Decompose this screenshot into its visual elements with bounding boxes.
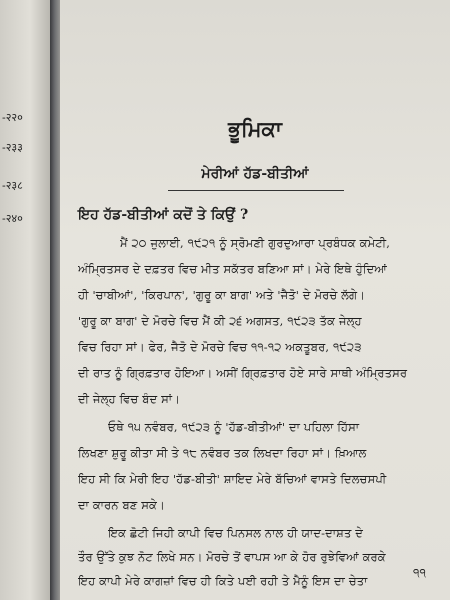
toc-page-number: -२४० — [2, 212, 23, 225]
body-line: ਅੰਮ੍ਰਿਤਸਰ ਦੇ ਦਫ਼ਤਰ ਵਿਚ ਮੀਤ ਸਕੱਤਰ ਬਣਿਆ ਸਾਂ। ਮੇਰੇ ਇਥੇ ਹੁੰਦਿਆਂ — [78, 262, 387, 276]
body-line: ਤੌਰ ਉੱਤੇ ਕੁਝ ਨੋਟ ਲਿਖੇ ਸਨ। ਮੋਰਚੇ ਤੋਂ ਵਾਪਸ ਆ ਕੇ ਹੋਰ ਰੁਝੇਵਿਆਂ ਕਰਕੇ — [78, 550, 386, 564]
body-line: ਮੈਂ ੨੦ ਜੁਲਾਈ, ੧੯੨੧ ਨੂੰ ਸ੍ਰੋਮਣੀ ਗੁਰਦੁਆਰਾ ਪ੍ਰਬੰਧਕ ਕਮੇਟੀ, — [120, 236, 391, 250]
page-title: ਭੂਮਿਕਾ — [228, 116, 282, 141]
body-line: ਓਥੇ ੧੫ ਨਵੰਬਰ, ੧੯੨੩ ਨੂੰ 'ਹੱਡ-ਬੀਤੀਆਂ' ਦਾ ਪਹਿਲਾ ਹਿੱਸਾ — [108, 420, 360, 434]
toc-page-number: -२३३ — [2, 141, 23, 154]
body-line: ਇਹ ਕਾਪੀ ਮੇਰੇ ਕਾਗਜ਼ਾਂ ਵਿਚ ਹੀ ਕਿਤੇ ਪਈ ਰਹੀ ਤੇ ਮੈਨੂੰ ਇਸ ਦਾ ਚੇਤਾ — [78, 574, 368, 588]
body-line: 'ਗੁਰੂ ਕਾ ਬਾਗ' ਦੇ ਮੋਰਚੇ ਵਿਚ ਮੈਂ ਕੀ ੨੬ ਅਗਸਤ, ੧੯੨੩ ਤੱਕ ਜੇਲ੍ਹ — [78, 314, 362, 328]
body-line: ਦੀ ਰਾਤ ਨੂੰ ਗ੍ਰਿਫ਼ਤਾਰ ਹੋਇਆ। ਅਸੀਂ ਗ੍ਰਿਫ਼ਤਾਰ ਹੋਏ ਸਾਰੇ ਸਾਥੀ ਅੰਮ੍ਰਿਤਸਰ — [78, 366, 408, 380]
body-line: ਦੀ ਜੇਲ੍ਹ ਵਿਚ ਬੰਦ ਸਾਂ। — [78, 392, 180, 406]
page-subtitle: ਮੇਰੀਆਂ ਹੱਡ-ਬੀਤੀਆਂ — [201, 166, 309, 182]
left-page-edge — [0, 0, 50, 600]
section-heading: ਇਹ ਹੱਡ-ਬੀਤੀਆਂ ਕਦੋਂ ਤੇ ਕਿਉਂ ? — [78, 207, 249, 223]
toc-page-number: -२२० — [2, 111, 23, 124]
body-line: ਵਿਚ ਰਿਹਾ ਸਾਂ। ਫੇਰ, ਜੈਤੋ ਦੇ ਮੋਰਚੇ ਵਿਚ ੧੧-੧੨ ਅਕਤੂਬਰ, ੧੯੨੩ — [78, 340, 362, 354]
subtitle-underline — [168, 190, 344, 191]
body-line: ਇਕ ਛੋਟੀ ਜਿਹੀ ਕਾਪੀ ਵਿਚ ਪਿਨਸਲ ਨਾਲ ਹੀ ਯਾਦ-ਦਾਸ਼ਤ ਦੇ — [108, 526, 364, 540]
body-line: ਹੀ 'ਚਾਬੀਆਂ', 'ਕਿਰਪਾਨ', 'ਗੁਰੂ ਕਾ ਬਾਗ' ਅਤੇ 'ਜੈਤੋ' ਦੇ ਮੋਰਚੇ ਲੱਗੇ। — [78, 288, 366, 302]
body-line: ਇਹ ਸੀ ਕਿ ਮੇਰੀ ਇਹ 'ਹੱਡ-ਬੀਤੀ' ਸ਼ਾਇਦ ਮੇਰੇ ਬੱਚਿਆਂ ਵਾਸਤੇ ਦਿਲਚਸਪੀ — [78, 472, 387, 486]
page-number: ੧੧ — [412, 566, 426, 580]
body-line: ਲਿਖਣਾ ਸ਼ੁਰੂ ਕੀਤਾ ਸੀ ਤੇ ੧੮ ਨਵੰਬਰ ਤਕ ਲਿਖਦਾ ਰਿਹਾ ਸਾਂ। ਖ਼ਿਆਲ — [78, 446, 367, 460]
toc-page-number: -२३८ — [2, 179, 23, 192]
book-page — [60, 0, 450, 600]
body-line: ਦਾ ਕਾਰਨ ਬਣ ਸਕੇ। — [78, 498, 165, 512]
